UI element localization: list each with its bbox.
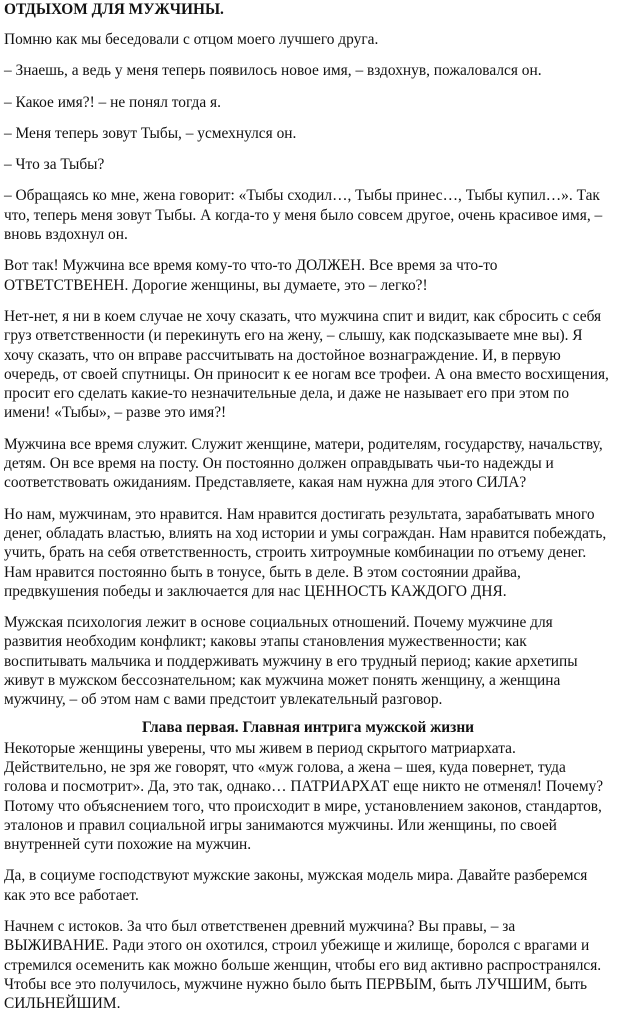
paragraph: Вот так! Мужчина все время кому-то что-то ДОЛЖЕН. Все время за что-то ОТВЕТСТВЕНЕН. Дорогие женщины, вы думаете, это – легко?! [4, 257, 498, 294]
paragraph: Некоторые женщины уверены, что мы живем в период скрытого матриархата. Действительно, не зря же говорят, что «муж голова, а жена – шея, куда повернет, туда голова и посмотрит». Да, это так, однако… ПАТРИАРХАТ еще никто не отменял! Почему? Потому что объяснением того, что происходит в мире, установлением законов, стандартов, эталонов и правил социальной игры занимаются мужчины. Или женщины, по своей внутренней сути похожие на мужчин. [4, 739, 604, 854]
paragraph: – Меня теперь зовут Тыбы, – усмехнулся он. [4, 124, 297, 142]
paragraph: Начнем с истоков. За что был ответственен древний мужчина? Вы правы, – за ВЫЖИВАНИЕ. Ради этого он охотился, строил убежище и жилище, боролся с врагами и стремился осеменить как можно больше женщин, чтобы его вид активно распространялся. Чтобы все это получилось, мужчине нужно было быть ПЕРВЫМ, быть ЛУЧШИМ, быть СИЛЬНЕЙШИМ. [4, 917, 602, 1013]
paragraph: Мужчина все время служит. Служит женщине, матери, родителям, государству, начальству, детям. Он все время на посту. Он постоянно должен оправдывать чьи-то надежды и соответствовать ожиданиям. Представляете, какая нам нужна для этого СИЛА? [4, 435, 603, 492]
paragraph: Нет-нет, я ни в коем случае не хочу сказать, что мужчина спит и видит, как сбросить с себя груз ответственности (и перекинуть его на жену, – слышу, как подсказываете мне вы). Я хочу сказать, что он вправе рассчитывать на достойное вознаграждение. И, в первую очередь, от своей спутницы. Он приносит к ее ногам все трофеи. А она вместо восхищения, просит его сделать какие-то незначительные дела, и даже не называет его при этом по имени! «Тыбы», – разве это имя?! [4, 307, 609, 422]
paragraph: Да, в социуме господствуют мужские законы, мужская модель мира. Давайте разберемся как это все работает. [4, 867, 588, 904]
section-heading: ОТДЫХОМ ДЛЯ МУЖЧИНЫ. [4, 1, 224, 18]
paragraph: – Знаешь, а ведь у меня теперь появилось новое имя, – вздохнув, пожаловался он. [4, 62, 542, 80]
paragraph: – Что за Тыбы? [4, 156, 105, 174]
paragraph: Мужская психология лежит в основе социальных отношений. Почему мужчине для развития необходим конфликт; каковы этапы становления мужественности; как воспитывать мальчика и поддерживать мужчину в его трудный период; какие архетипы живут в мужском бессознательном; как мужчина может понять женщину, а женщина мужчину, – об этом нам с вами предстоит увлекательный разговор. [4, 614, 578, 709]
paragraph: Но нам, мужчинам, это нравится. Нам нравится достигать результата, зарабатывать много денег, обладать властью, влиять на ход истории и умы сограждан. Нам нравится побеждать, учить, брать на себя ответственность, строить хитроумные комбинации по отъему денег. Нам нравится постоянно быть в тонусе, быть в деле. В этом состоянии драйва, предвкушения победы и заключается для нас ЦЕННОСТЬ КАЖДОГО ДНЯ. [4, 505, 607, 600]
chapter-title: Глава первая. Главная интрига мужской жизни [141, 718, 475, 736]
paragraph: – Обращаясь ко мне, жена говорит: «Тыбы сходил…, Тыбы принес…, Тыбы купил…». Так что, теперь меня зовут Тыбы. А когда-то у меня было совсем другое, очень красивое имя, – вновь вздохнул он. [4, 187, 603, 244]
paragraph: – Какое имя?! – не понял тогда я. [4, 93, 221, 111]
paragraph: Помню как мы беседовали с отцом моего лучшего друга. [4, 31, 379, 48]
